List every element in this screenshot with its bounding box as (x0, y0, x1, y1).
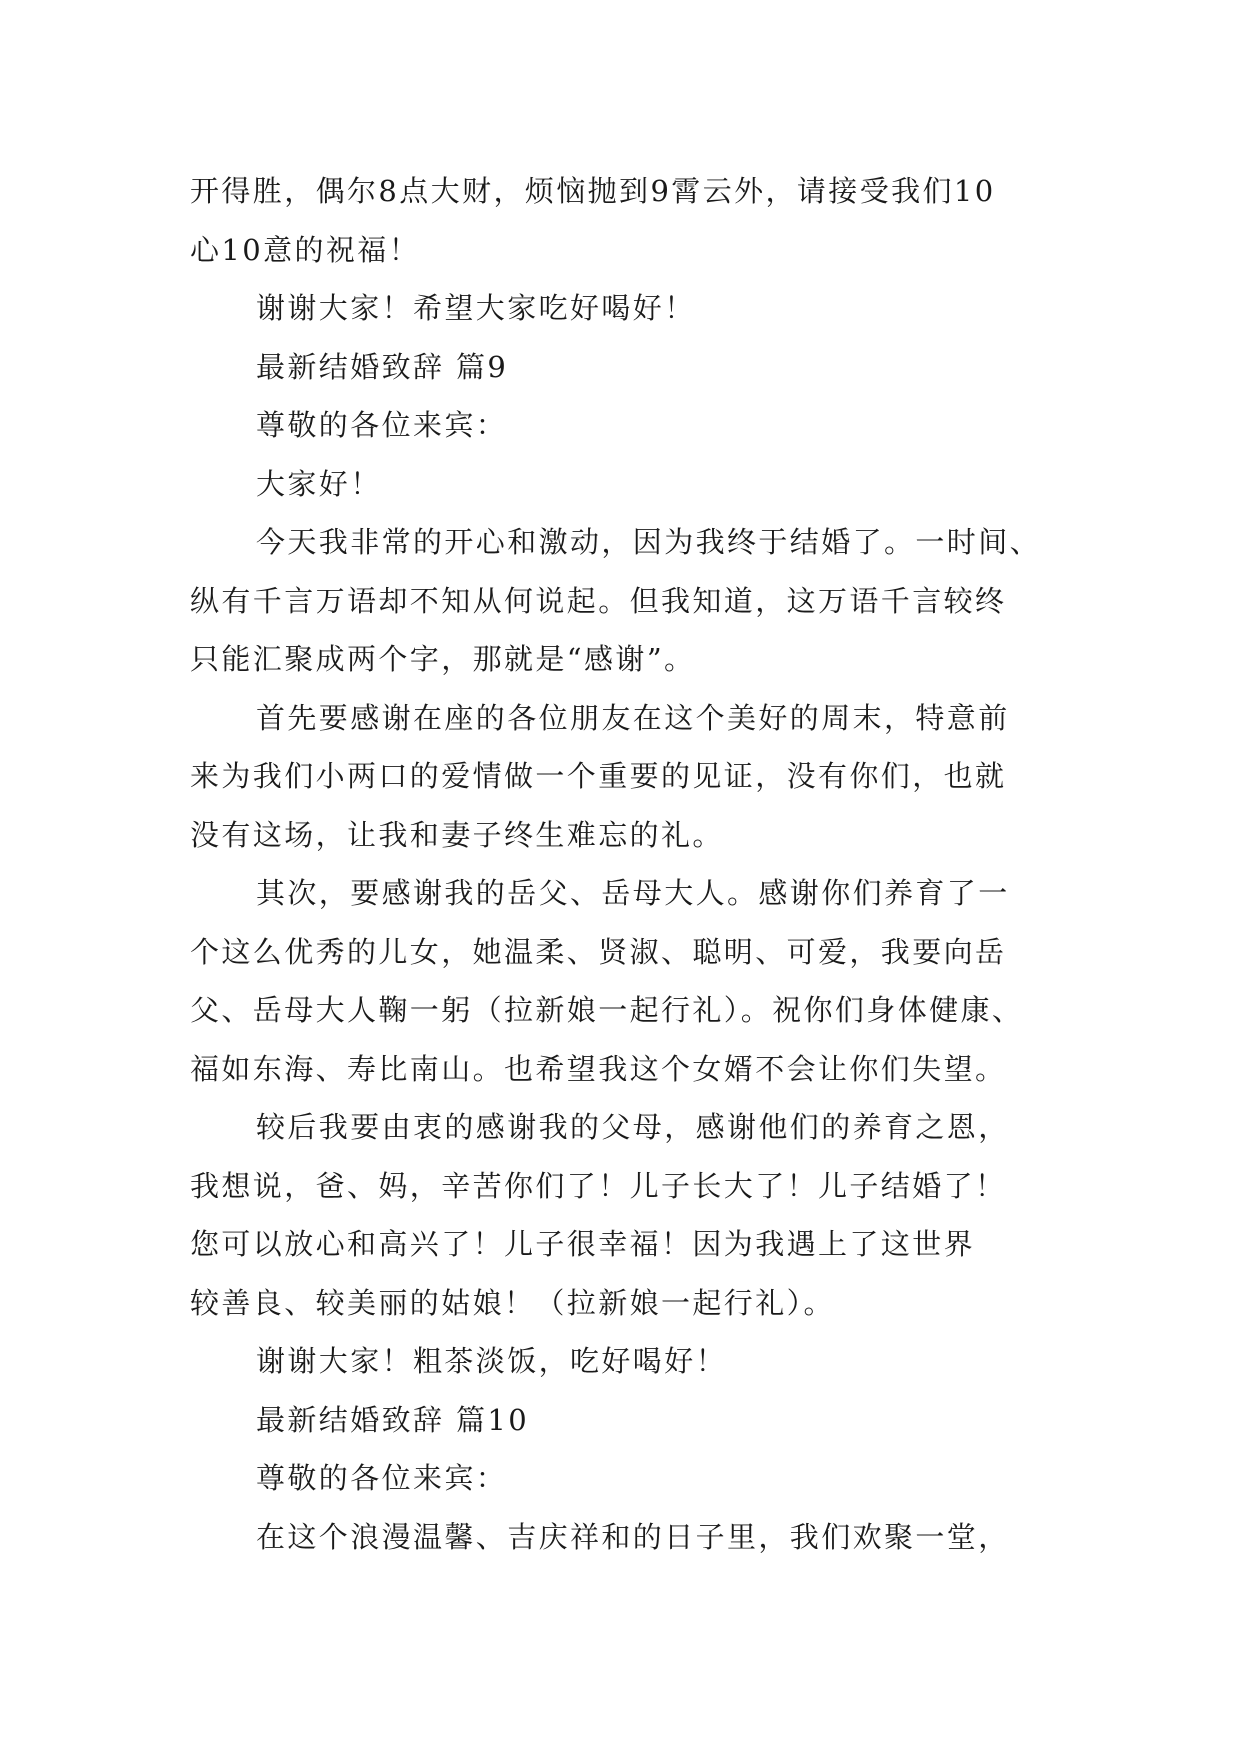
text-line: 只能汇聚成两个字，那就是“感谢”。 (190, 642, 696, 676)
text-line: 您可以放心和高兴了！儿子很幸福！因为我遇上了这世界 (190, 1227, 976, 1261)
text-line: 在这个浪漫温馨、吉庆祥和的日子里，我们欢聚一堂， (256, 1519, 1010, 1554)
text-line: 我想说，爸、妈，辛苦你们了！儿子长大了！儿子结婚了！ (190, 1168, 1007, 1203)
text-line: 今天我非常的开心和激动，因为我终于结婚了。一时间、 (256, 525, 1042, 559)
text-line: 父、岳母大人鞠一躬（拉新娘一起行礼）。祝你们身体健康、 (190, 993, 1024, 1027)
text-line: 纵有千言万语却不知从何说起。但我知道，这万语千言较终 (190, 583, 1007, 618)
section-heading: 最新结婚致辞 篇9 (256, 349, 509, 384)
salutation: 尊敬的各位来宾： (256, 1461, 508, 1495)
text-line: 较后我要由衷的感谢我的父母，感谢他们的养育之恩， (256, 1110, 1010, 1144)
text-line: 个这么优秀的儿女，她温柔、贤淑、聪明、可爱，我要向岳 (190, 934, 1007, 969)
text-line: 首先要感谢在座的各位朋友在这个美好的周末，特意前 (256, 700, 1010, 735)
text-line: 福如东海、寿比南山。也希望我这个女婿不会让你们失望。 (190, 1051, 1007, 1086)
text-line: 开得胜，偶尔8点大财，烦恼抛到9霄云外，请接受我们10 (190, 174, 996, 208)
text-line: 来为我们小两口的爱情做一个重要的见证，没有你们，也就 (190, 759, 1007, 793)
document-body (190, 162, 1070, 1566)
section-heading: 最新结婚致辞 篇10 (256, 1402, 530, 1437)
text-line: 心10意的祝福！ (190, 232, 421, 267)
text-line: 其次，要感谢我的岳父、岳母大人。感谢你们养育了一 (256, 876, 1010, 910)
text-line: 没有这场，让我和妻子终生难忘的礼。 (190, 817, 724, 852)
greeting: 大家好！ (256, 466, 382, 501)
text-line: 谢谢大家！粗茶淡饭，吃好喝好！ (256, 1344, 728, 1378)
text-line: 较善良、较美丽的姑娘！（拉新娘一起行礼）。 (190, 1285, 835, 1320)
salutation: 尊敬的各位来宾： (256, 408, 508, 442)
text-line: 谢谢大家！希望大家吃好喝好！ (256, 291, 696, 325)
